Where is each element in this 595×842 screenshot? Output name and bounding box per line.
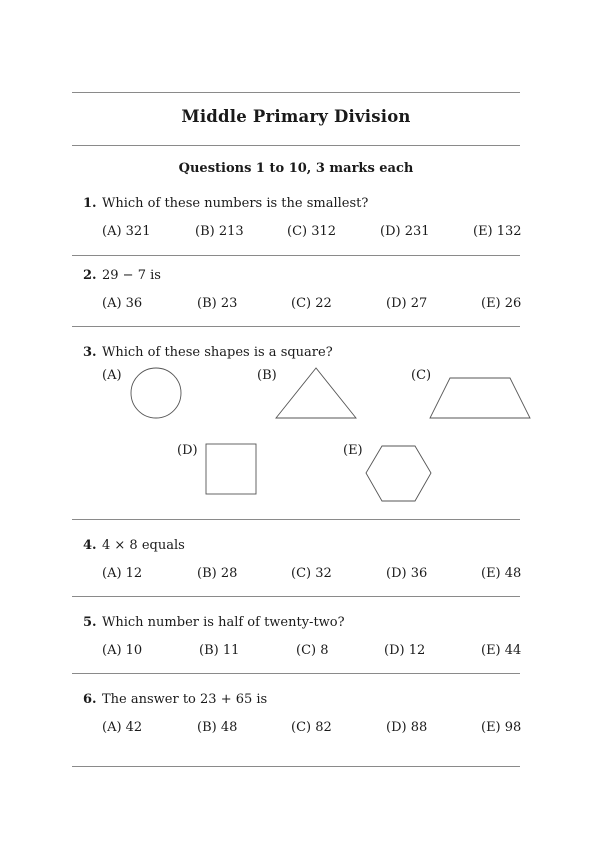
option-a: (A) 36 (102, 296, 143, 311)
question-2 (83, 268, 161, 283)
option-d-label: (D) (177, 443, 198, 458)
option-b: (B) 213 (195, 224, 244, 239)
option-a: (A) 321 (102, 224, 151, 239)
bottom-rule (72, 766, 520, 767)
option-e: (E) 26 (481, 296, 522, 311)
question-text: The answer to 23 + 65 is (102, 692, 268, 707)
question-6 (83, 692, 267, 707)
question-number: 6. (83, 692, 97, 707)
option-d: (D) 88 (386, 720, 428, 735)
hexagon-shape (366, 446, 431, 501)
option-b: (B) 28 (197, 566, 238, 581)
option-b: (B) 48 (197, 720, 238, 735)
option-c: (C) 8 (296, 643, 329, 658)
question-text: 4 × 8 equals (102, 538, 185, 553)
option-a: (A) 42 (102, 720, 143, 735)
question-divider (72, 673, 520, 674)
question-divider (72, 596, 520, 597)
question-text: 29 − 7 is (102, 268, 161, 283)
option-b-label: (B) (257, 368, 277, 383)
option-b: (B) 23 (197, 296, 238, 311)
option-e: (E) 98 (481, 720, 522, 735)
option-c: (C) 22 (291, 296, 332, 311)
option-d: (D) 27 (386, 296, 428, 311)
option-a: (A) 12 (102, 566, 143, 581)
question-number: 2. (83, 268, 97, 283)
question-3 (83, 345, 333, 360)
option-e: (E) 44 (481, 643, 522, 658)
title-rule (72, 145, 520, 146)
option-a: (A) 10 (102, 643, 143, 658)
question-5 (83, 615, 345, 630)
question-number: 5. (83, 615, 97, 630)
trapezium-shape (430, 378, 530, 418)
page-title: Middle Primary Division (181, 107, 411, 126)
square-shape (206, 444, 256, 494)
question-divider (72, 255, 520, 256)
option-e: (E) 48 (481, 566, 522, 581)
section-subtitle: Questions 1 to 10, 3 marks each (178, 161, 414, 176)
option-d: (D) 12 (384, 643, 426, 658)
circle-shape (131, 368, 181, 418)
question-number: 1. (83, 196, 97, 211)
option-c-label: (C) (411, 368, 432, 383)
option-c: (C) 32 (291, 566, 332, 581)
question-number: 3. (83, 345, 97, 360)
question-text: Which of these shapes is a square? (102, 345, 333, 360)
option-c: (C) 82 (291, 720, 332, 735)
option-b: (B) 11 (199, 643, 240, 658)
question-text: Which number is half of twenty-two? (102, 615, 345, 630)
option-e: (E) 132 (473, 224, 522, 239)
option-e-label: (E) (343, 443, 363, 458)
question-1 (83, 196, 368, 211)
triangle-shape (276, 368, 356, 418)
question-text: Which of these numbers is the smallest? (102, 196, 369, 211)
question-divider (72, 326, 520, 327)
question-number: 4. (83, 538, 97, 553)
option-c: (C) 312 (287, 224, 337, 239)
option-d: (D) 36 (386, 566, 428, 581)
question-divider (72, 519, 520, 520)
question-4 (83, 538, 185, 553)
option-a-label: (A) (102, 368, 122, 383)
top-rule (72, 92, 520, 93)
option-d: (D) 231 (380, 224, 430, 239)
